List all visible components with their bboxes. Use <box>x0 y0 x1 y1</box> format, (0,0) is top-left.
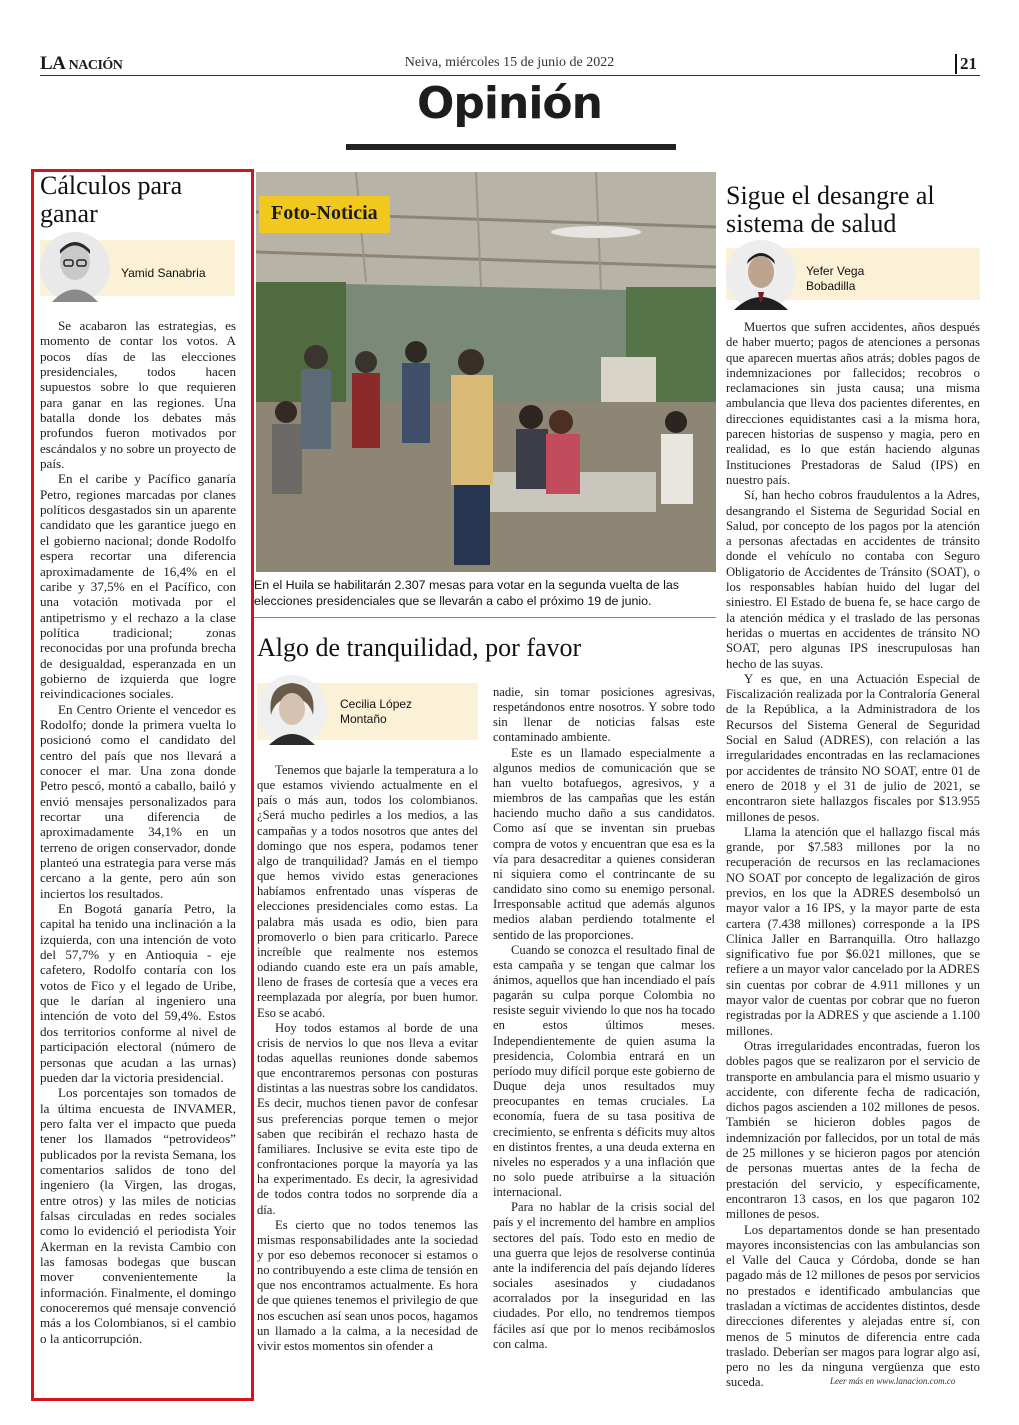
right-article-byline <box>726 248 980 300</box>
photo-label: Foto-Noticia <box>259 196 390 233</box>
author-photo-vega <box>726 240 796 310</box>
masthead-first: LA <box>40 53 65 74</box>
author-name-line1: Cecilia López <box>340 697 413 711</box>
author-photo-lopez <box>257 675 327 745</box>
body-paragraph: Este es un llamado especialmente a algunos medios de comunicación que se han vuelto botafuegos, agresivos, y a miembros de las campañas que les están haciendo mucho daño a sus candidatos. Como así que se inventan sin pruebas compra de votos y encuentran que esa es la vía para desacreditar a quienes consideran ni siquiera como el contrincante de su candidato sino como su enemigo personal. Irresponsable actitud que además algunos medios alaban perdiendo totalmente el sentido de las proporciones. <box>493 745 715 942</box>
body-paragraph: En Bogotá ganaría Petro, la capital ha tenido una inclinación a la izquierda, con una intención de voto del 57,7% y en Antioquia - eje cafetero, Rodolfo contaría con los votos de Fico y el legado de Uribe, que le darían al ingeniero una intención de voto del 59,4%. Estos dos territorios conforme al nivel de participación electoral (número de personas que acudan a las urnas) pueden dar la victoria presidencial. <box>40 901 236 1085</box>
middle-article-body-col2 <box>493 685 715 1352</box>
middle-article-byline <box>257 683 478 740</box>
right-article-title: Sigue el desangre al sistema de salud <box>726 181 935 238</box>
middle-article-body-col1 <box>257 763 478 1354</box>
section-title: Opinión <box>417 78 602 129</box>
body-paragraph: Se acabaron las estrategias, es momento de contar los votos. A pocos días de las elecciones presidenciales, todos hacen supuestos sobre lo que requieren para ganar en las regiones. Una batalla donde los debates más profundos fueron motivados por escándalos y no sobre un proyecto de país. <box>40 318 236 472</box>
photo-caption: En el Huila se habilitarán 2.307 mesas para votar en la segunda vuelta de las elecciones presidenciales que se llevarán a cabo el próximo 19 de junio. <box>254 578 679 608</box>
section-underline <box>346 144 676 150</box>
caption-divider <box>254 617 716 618</box>
body-paragraph: Sí, han hecho cobros fraudulentos a la Adres, desangrando el Sistema de Seguridad Social en Salud, por concepto de los pagos por la atención a personas afectadas en accidentes de tránsito donde el vehículo no contaba con Seguro Obligatorio de Accidentes de Tránsito (SOAT), o los responsables habían huido del lugar del siniestro. El Estado de buena fe, se hace cargo de la atención médica y el traslado de las personas heridas o muertas en accidentes de tránsito NO SOAT, pero algunas IPS inescrupulosas han hecho de las suyas. <box>726 488 980 671</box>
body-paragraph: En Centro Oriente el vencedor es Rodolfo; donde la primera vuelta lo posicionó como el candidato del centro del país que nos llevará a conocer el mar. Una zona donde Petro pescó, montó a caballo, bailó y envió mensajes personalizados para recortar una diferencia de aproximadamente 34,1% en un terreno de origen conservador, donde planteó una estrategia para verse más cercano a la gente, pero aún son inciertos los resultados. <box>40 701 236 901</box>
body-paragraph: Otras irregularidades encontradas, fueron los dobles pagos que se realizaron por el servicio de transporte en ambulancia para el mismo usuario y accidente, con diferente fecha de radicación, dichos pagos ascienden a 102 millones de pesos. También se hicieron dobles pagos de indemnización por fallecidos, por un total de más de 25 millones y se hicieron pagos por atención de personas muertas antes de la fecha de prestación del servicio, y específicamente, encontraron 13 casos, en los que pagaron 102 millones de pesos. <box>726 1038 980 1222</box>
middle-article-title: Algo de tranquilidad, por favor <box>257 633 582 662</box>
header-rule <box>40 75 980 76</box>
author-name: Yamid Sanabria <box>121 266 206 280</box>
author-name-line1: Yefer Vega <box>806 264 865 278</box>
body-paragraph: Y es que, en una Actuación Especial de Fiscalización realizada por la Contraloría General de la República, a la Administradora de los Recursos del Sistema General de Seguridad Social en Salud (ADRES), con relación a las irregularidades encontradas en las reclamaciones por accidentes de tránsito NO SOAT, entre 01 de enero de 2018 y el 31 de julio de 2021, se encontraron siete hallazgos fiscales por $13.955 millones de pesos. <box>726 671 980 824</box>
author-name-line2: Bobadilla <box>806 279 856 293</box>
body-paragraph: Para no hablar de la crisis social del país y el incremento del hambre en amplios sectores del país. Todo esto en medio de una guerra que lejos de resolverse continúa ante la indiferencia del país dejando líderes sociales asesinados y ciudadanos acorralados por la inseguridad en las ciudades. Por ello, no tendremos tiempos fáciles así que por lo menos recibámoslos con calma. <box>493 1200 715 1351</box>
body-paragraph: Los porcentajes son tomados de la última encuesta de INVAMER, pero falta ver el impacto que pueda tener los llamados “petrovideos” publicados por la revista Semana, los comentarios salidos de tono del ingeniero (la Virgen, las drogas, entre otros) y las miles de noticias falsas circuladas en redes sociales como lo evidenció el periodista Yoir Akerman en la revista Cambio con las famosas bodegas que buscan mover convenientemente la información. Finalmente, el domingo conoceremos qué mensaje convenció más a los Colombianos, si el cambio o la anticorrupción. <box>40 1085 236 1346</box>
body-paragraph: Cuando se conozca el resultado final de esta campaña y se tengan que calmar los ánimos, aquellos que han incendiado el país pagarán su culpa porque Colombia no resiste seguir viviendo lo que nos ha tocado en estos últimos meses. Independientemente de quien asuma la presidencia, Colombia entrará en un período muy difícil porque este gobierno de Duque deja unos resultados muy preocupantes en temas cruciales. La economía, fuera de su tasa positiva de crecimiento, se enfrenta s déficits muy altos en distintos frentes, a una deuda externa en niveles no esperados y a una inflación que no solo puede atribuirse a la situación internacional. <box>493 942 715 1200</box>
author-photo-sanabria <box>40 232 110 302</box>
masthead-second: NACIÓN <box>68 58 123 73</box>
body-paragraph: nadie, sin tomar posiciones agresivas, respetándonos entre nosotros. Y sobre todo sin llenar de noticias falsas este contaminado ambiente. <box>493 685 715 745</box>
page-number: 21 <box>955 54 977 74</box>
left-article-title: Cálculos para ganar <box>40 171 183 228</box>
body-paragraph: Es cierto que no todos tenemos las mismas responsabilidades ante la sociedad y por eso debemos reconocer si estamos o no contribuyendo a este clima de tensión en que nos encontramos actualmente. Es hora de que quienes tenemos el privilegio de que nos escuchen así sean unos pocos, hagamos un llamado a la calma, a la necesidad de vivir estos momentos sin ofender a <box>257 1217 478 1353</box>
left-article-body <box>40 318 236 1346</box>
author-name-line2: Montaño <box>340 712 387 726</box>
footer-read-more: Leer más en www.lanacion.com.co <box>830 1376 956 1386</box>
body-paragraph: Hoy todos estamos al borde de una crisis de nervios lo que nos lleva a evitar todas aquellas reuniones donde sabemos que encontraremos personas con posturas distintas a las nuestras sobre los candidatos. Es decir, muchos tienen pavor de confesar sus preferencias porque temen o mejor saben que recibirán el rechazo hasta de familiares. Inclusive se evita este tipo de confrontaciones porque la mayoría ya las ha experimentado. Es decir, la agresividad de todos contra todos no sorprende día a día. <box>257 1020 478 1217</box>
body-paragraph: Tenemos que bajarle la temperatura a lo que estamos viviendo actualmente en el país o más aun, todos los colombianos. ¿Será mucho pedirles a los medios, a las campañas y a todos nosotros que antes del domingo que nos espera, podamos tener algo de tranquilidad? Jamás en el tiempo que hemos vivido estas generaciones habíamos enfrentado unas vísperas de elecciones presidenciales como estas. La palabra más usada es odio, bien para promoverlo o bien para criticarlo. Parece increíble que realmente nos estemos odiando cuando este era un país amable, lleno de frases de cortesía que a veces era reemplazada por alegría, por buen humor. Eso se acabó. <box>257 763 478 1020</box>
left-article-byline <box>40 240 235 296</box>
body-paragraph: Llama la atención que el hallazgo fiscal más grande, por $7.583 millones por la no recuperación de recursos en las reclamaciones NO SOAT por concepto de legalización de giros previos, en los que la ADRES desembolsó un mayor valor a 16 IPS, y la mayor parte de esta cartera (7.438 millones) corresponde a la IPS Clínica Jaller en Barranquilla. Otro hallazgo significativo fue por $6.021 millones, que se refiere a un mayor valor cancelado por la ADRES sin cuentas por cobrar de 4.911 millones y un mayor valor de cuentas por cobrar que no fueron registradas por la ADRES y que asciende a 1.100 millones. <box>726 824 980 1038</box>
body-paragraph: Muertos que sufren accidentes, años después de haber muerto; pagos de atenciones a personas que aparecen muertas años atrás; dobles pagos de indemnizaciones por fallecidos; recobros o reclamaciones sin justa causa; una misma ambulancia que lleva dos pacientes diferentes, en direcciones equidistantes casi a la misma hora, parecen historias de suspenso y magia, pero en realidad, es lo que están haciendo algunas Instituciones Prestadoras de Salud (IPS) en nuestro país. <box>726 320 980 487</box>
body-paragraph: En el caribe y Pacífico ganaría Petro, regiones marcadas por clanes políticos desgastados sin un aparente candidato que les garantice juego en el gobierno nacional; donde Rodolfo espera recortar una diferencia aproximadamente de 16,4% en el caribe y 37,5% en el Pacífico, con una votación motivada por el antipetrismo y el rechazo a la clase política tradicional; zonas reconocidas por una profunda brecha de desigualdad, esperanzada en un gobierno de izquierda que logre reivindicaciones sociales. <box>40 471 236 702</box>
right-article-body <box>726 320 980 1391</box>
issue-date: Neiva, miércoles 15 de junio de 2022 <box>404 55 615 70</box>
body-paragraph: Los departamentos donde se han presentado mayores inconsistencias con las ambulancias son el Valle del Cauca y Córdoba, donde se han pagado más de 12 millones de pesos por servicios no prestados e identificado ambulancias que trasladan a víctimas de accidentes distintos, desde direcciones diferentes y alejadas entre sí, con menos de 5 minutos de diferencia entre cada traslado. Deberían ser magos para lograr algo así, pero no les da ninguna vergüenza que esto suceda. <box>726 1222 980 1390</box>
